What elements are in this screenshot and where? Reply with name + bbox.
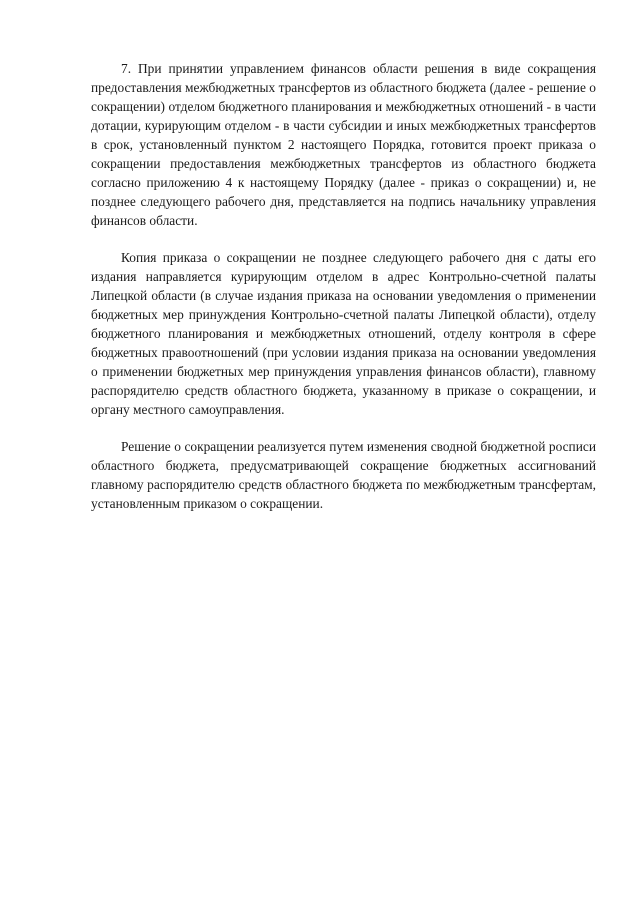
paragraph-order-copy: Копия приказа о сокращении не позднее следующего рабочего дня с даты его издания направляется курирующим отделом в адрес Контрольно-счетной палаты Липецкой области (в случае издания приказа на основании уведомления о применении бюджетных мер принуждения Контрольно-счетной палаты Липецкой области), отделу бюджетного планирования и межбюджетных отношений, отделу контроля в сфере бюджетных правоотношений (при условии издания приказа на основании уведомления о применении бюджетных мер принуждения управления финансов области), главному распорядителю средств областного бюджета, указанному в приказе о сокращении, и органу местного самоуправления.: [91, 250, 596, 417]
document-body: [91, 59, 596, 531]
paragraph-decision-implementation: Решение о сокращении реализуется путем изменения сводной бюджетной росписи областного бюджета, предусматривающей сокращение бюджетных ассигнований главному распорядителю средств областного бюджета по межбюджетным трансфертам, установленным приказом о сокращении.: [91, 439, 596, 511]
paragraph-item-7: 7. При принятии управлением финансов области решения в виде сокращения предоставления межбюджетных трансфертов из областного бюджета (далее - решение о сокращении) отделом бюджетного планирования и межбюджетных отношений - в части дотации, курирующим отделом - в части субсидии и иных межбюджетных трансфертов в срок, установленный пунктом 2 настоящего Порядка, готовится проект приказа о сокращении предоставления межбюджетных трансфертов из областного бюджета согласно приложению 4 к настоящему Порядку (далее - приказ о сокращении) и, не позднее следующего рабочего дня, представляется на подпись начальнику управления финансов области.: [91, 61, 596, 228]
